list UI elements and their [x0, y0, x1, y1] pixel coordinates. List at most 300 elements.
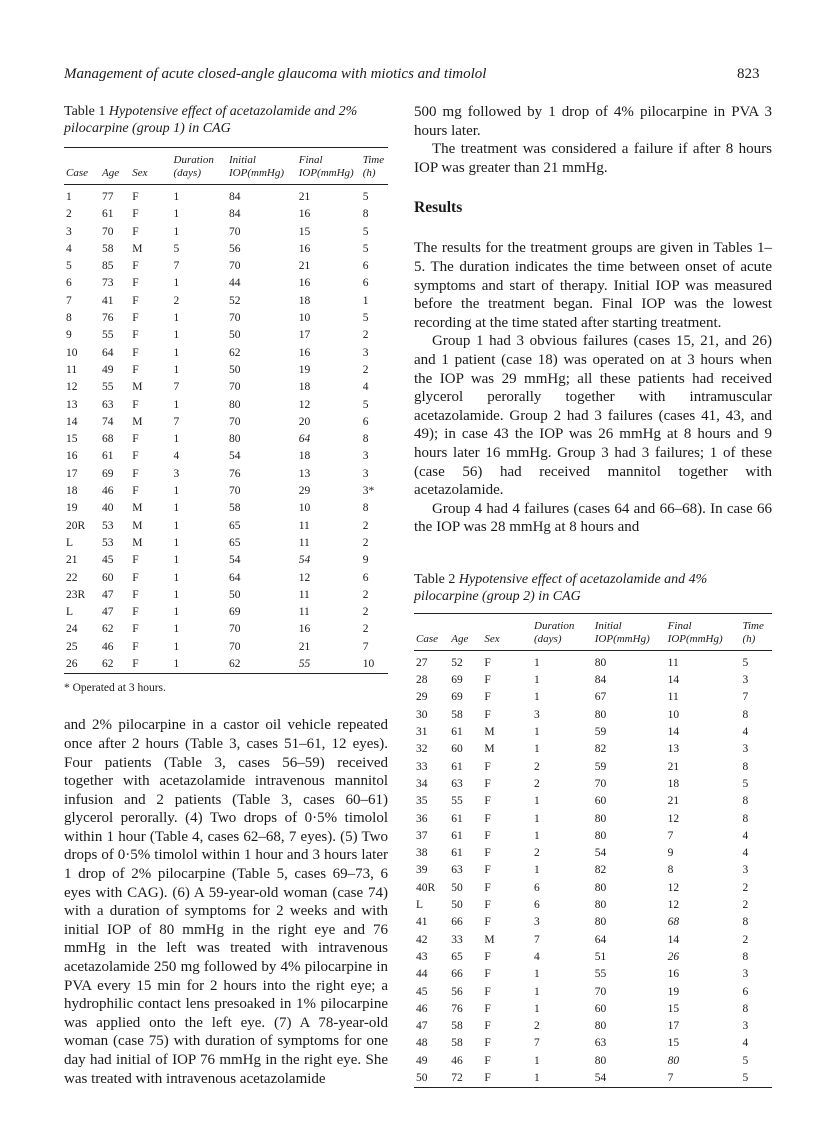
table-cell: 60: [451, 743, 463, 756]
table-cell: 2: [742, 899, 749, 912]
table-cell: 11: [298, 519, 310, 532]
table-cell: 20R: [66, 519, 86, 532]
table-row: [64, 397, 388, 414]
table-cell: 58: [451, 1037, 463, 1050]
table-row: [414, 724, 772, 741]
table-cell: 27: [416, 656, 428, 669]
table-row: [64, 241, 388, 258]
table-cell: 5: [173, 242, 180, 255]
table-cell: 33: [416, 760, 428, 773]
table-row: [414, 932, 772, 949]
right-para-1: 500 mg followed by 1 drop of 4% pilocarpine in PVA 3 hours later.: [414, 104, 772, 139]
table-cell: 76: [229, 467, 241, 480]
table-cell: 24: [66, 623, 78, 636]
table1-col-header: Final IOP(mmHg): [298, 154, 354, 179]
table-row: [414, 759, 772, 776]
table-cell: F: [132, 623, 139, 636]
table-row: [64, 656, 388, 674]
table-cell: 50: [451, 899, 463, 912]
table-cell: 8: [742, 812, 749, 825]
table-row: [414, 1001, 772, 1018]
table1-label: Table 1: [64, 104, 106, 119]
table-cell: 14: [667, 726, 680, 739]
table-cell: 11: [298, 588, 310, 601]
table-cell: 1: [534, 726, 540, 739]
table-cell: 70: [229, 225, 241, 238]
table-cell: 5: [362, 191, 369, 203]
table-row: [414, 811, 772, 828]
table2-col-header: Age: [451, 632, 469, 645]
table-row: [414, 914, 772, 931]
table-cell: 13: [667, 743, 680, 756]
table-cell: 7: [362, 640, 369, 653]
table-cell: 4: [173, 450, 180, 463]
table-cell: 12: [667, 881, 680, 894]
table-cell: F: [484, 1020, 491, 1033]
table-cell: 80: [667, 1054, 680, 1067]
table-cell: 55: [101, 329, 114, 342]
table-cell: 70: [229, 415, 241, 428]
table-row: [64, 206, 388, 223]
table-cell: 10: [298, 502, 311, 515]
table-row: [414, 741, 772, 758]
table-cell: 66: [451, 916, 463, 929]
table-cell: 1: [534, 968, 540, 981]
table-cell: 80: [594, 881, 607, 894]
table-cell: F: [484, 829, 491, 842]
table-cell: 2: [362, 519, 369, 532]
table-cell: 5: [66, 260, 72, 273]
table-cell: 82: [594, 864, 607, 877]
table-cell: 1: [173, 398, 180, 411]
table-cell: 4: [742, 847, 749, 860]
table-cell: 1: [534, 1072, 540, 1084]
table-cell: 5: [742, 1072, 749, 1084]
table-cell: 31: [416, 726, 428, 739]
table-cell: 70: [229, 640, 241, 653]
table-cell: 11: [667, 656, 679, 669]
table-cell: 62: [101, 658, 114, 671]
table-cell: 80: [594, 1054, 607, 1067]
table-cell: 47: [416, 1020, 428, 1033]
table-cell: 4: [742, 726, 749, 739]
table-cell: F: [132, 225, 139, 238]
table-cell: 82: [594, 743, 607, 756]
table-cell: 64: [229, 571, 241, 584]
table-cell: 1: [173, 329, 180, 342]
table-cell: 5: [742, 777, 749, 790]
left-column: [64, 103, 388, 1088]
table-cell: 70: [229, 260, 241, 273]
table-cell: 6: [742, 985, 749, 998]
table-cell: 5: [362, 225, 369, 238]
table-cell: 17: [298, 329, 311, 342]
table-cell: F: [132, 606, 139, 619]
table-cell: 9: [66, 329, 72, 342]
table-cell: 8: [362, 502, 369, 515]
table-cell: 1: [534, 795, 540, 808]
table-cell: 15: [667, 1037, 680, 1050]
table-cell: F: [132, 208, 139, 221]
table-cell: 80: [594, 916, 607, 929]
table-cell: 19: [298, 363, 311, 376]
table1-col-header: Sex: [132, 167, 148, 179]
table-cell: 47: [101, 606, 114, 619]
table-cell: 7: [66, 294, 72, 307]
table-cell: 18: [298, 450, 311, 463]
table-cell: 34: [416, 777, 428, 790]
table-cell: 1: [173, 225, 180, 238]
table-cell: F: [132, 571, 139, 584]
table-cell: 51: [594, 950, 607, 963]
table-cell: F: [132, 363, 139, 376]
table-row: [64, 552, 388, 569]
table-cell: 15: [298, 225, 311, 238]
table-cell: 76: [451, 1002, 463, 1015]
table-cell: 40: [101, 502, 114, 515]
table-cell: 50: [229, 329, 241, 342]
table-cell: 61: [451, 812, 463, 825]
table-row: [414, 828, 772, 845]
table-cell: 46: [451, 1054, 463, 1067]
table-cell: 50: [451, 881, 463, 894]
table-cell: F: [484, 812, 491, 825]
table1: [64, 147, 388, 674]
table-cell: M: [132, 502, 143, 515]
table-cell: M: [132, 536, 143, 549]
table-cell: 7: [742, 691, 749, 704]
table-cell: 65: [451, 950, 463, 963]
table-cell: 21: [298, 260, 311, 273]
table-cell: 12: [298, 571, 311, 584]
table-cell: 5: [362, 398, 369, 411]
right-column: [414, 103, 772, 1088]
page-number: 823: [737, 66, 760, 82]
table-cell: 10: [362, 658, 375, 671]
table-cell: 32: [416, 743, 428, 756]
table-cell: 1: [173, 554, 180, 567]
table-row: [64, 327, 388, 344]
table-cell: 1: [173, 363, 180, 376]
table-cell: 36: [416, 812, 428, 825]
table-cell: 53: [101, 536, 114, 549]
table-cell: 11: [66, 363, 78, 376]
table-cell: 55: [298, 658, 311, 671]
table-row: [64, 500, 388, 517]
table2-col-header: Initial IOP(mmHg): [594, 619, 650, 645]
table-cell: F: [132, 554, 139, 567]
table-cell: 2: [742, 933, 749, 946]
table-cell: M: [484, 726, 495, 739]
table-row: [64, 258, 388, 275]
table-cell: 1: [362, 294, 369, 307]
table-cell: 1: [534, 812, 540, 825]
table1-header-row: [64, 148, 388, 185]
table-cell: 1: [173, 277, 180, 290]
table-cell: 52: [229, 294, 241, 307]
table-cell: 6: [66, 277, 72, 290]
table-row: [64, 518, 388, 535]
table-cell: F: [132, 658, 139, 671]
table-cell: F: [484, 847, 491, 860]
table-cell: F: [484, 950, 491, 963]
table-cell: 50: [416, 1072, 428, 1084]
table-cell: 1: [173, 606, 180, 619]
table-cell: F: [484, 777, 491, 790]
table-cell: F: [484, 708, 491, 721]
table-cell: F: [484, 881, 491, 894]
table-cell: 69: [451, 691, 463, 704]
table-cell: F: [132, 467, 139, 480]
table-cell: 9: [362, 554, 369, 567]
table-cell: 38: [416, 847, 428, 860]
table-cell: 16: [298, 277, 311, 290]
table-cell: 41: [101, 294, 114, 307]
table-cell: 10: [66, 346, 78, 359]
table-cell: 56: [229, 242, 241, 255]
table-cell: F: [484, 656, 491, 669]
table-cell: 2: [534, 760, 540, 773]
table-cell: 44: [416, 968, 428, 981]
table-cell: 33: [451, 933, 463, 946]
table-cell: 21: [298, 191, 311, 203]
table-cell: 4: [742, 1037, 749, 1050]
table-cell: 6: [534, 899, 540, 912]
table-cell: 1: [173, 208, 180, 221]
table-cell: 7: [173, 381, 180, 394]
table-cell: F: [132, 277, 139, 290]
table-cell: 54: [594, 847, 607, 860]
table-cell: 3: [742, 968, 749, 981]
table-cell: F: [484, 1037, 491, 1050]
table-cell: 15: [66, 433, 78, 446]
table-cell: 21: [298, 640, 311, 653]
table-cell: 1: [534, 743, 540, 756]
table-cell: 8: [742, 950, 749, 963]
table-cell: M: [132, 415, 143, 428]
table-row: [64, 379, 388, 396]
table-cell: F: [484, 691, 491, 704]
table-cell: 47: [101, 588, 114, 601]
table1-col-header: Case: [66, 167, 88, 179]
table-cell: 10: [667, 708, 680, 721]
table-cell: 65: [229, 519, 241, 532]
table2-caption: [414, 571, 772, 605]
table-cell: F: [484, 985, 491, 998]
table-cell: 60: [101, 571, 114, 584]
table-cell: 5: [362, 312, 369, 325]
table-cell: 61: [101, 450, 114, 463]
table-cell: 77: [101, 191, 114, 203]
table-cell: 70: [594, 777, 607, 790]
table-row: [414, 1053, 772, 1070]
table-row: [64, 587, 388, 604]
table-cell: F: [484, 1002, 491, 1015]
table-cell: 17: [66, 467, 78, 480]
table-cell: 10: [298, 312, 311, 325]
table-cell: 14: [667, 674, 680, 687]
table-cell: 72: [451, 1072, 463, 1084]
table-cell: 4: [362, 381, 369, 394]
table-cell: 7: [667, 1072, 674, 1084]
table-cell: F: [484, 899, 491, 912]
table-cell: 2: [362, 536, 369, 549]
table-cell: 63: [101, 398, 114, 411]
table-row: [64, 362, 388, 379]
table-cell: F: [484, 916, 491, 929]
table2-title: Hypotensive effect of acetazolamide and 4% pilocarpine (group 2) in CAG: [414, 571, 708, 604]
table-cell: 55: [451, 795, 463, 808]
table-cell: 14: [667, 933, 680, 946]
table2-body: [414, 650, 772, 1087]
table-row: [64, 431, 388, 448]
table-cell: 45: [416, 985, 428, 998]
table-cell: F: [484, 864, 491, 877]
table-cell: 9: [667, 847, 674, 860]
table-cell: 60: [594, 1002, 607, 1015]
table-cell: 61: [451, 847, 463, 860]
table1-col-header: Time (h): [362, 154, 385, 179]
table-cell: 53: [101, 519, 114, 532]
table-cell: L: [66, 606, 74, 619]
table-cell: F: [132, 433, 139, 446]
table-row: [414, 793, 772, 810]
table-cell: 63: [451, 864, 463, 877]
table-row: [64, 483, 388, 500]
table-cell: 40R: [416, 881, 436, 894]
table-cell: 39: [416, 864, 428, 877]
table-cell: 70: [229, 623, 241, 636]
table-cell: 1: [173, 640, 180, 653]
table-cell: 58: [229, 502, 241, 515]
table1-body: [64, 185, 388, 674]
table-cell: 3: [742, 674, 749, 687]
table-cell: 1: [173, 191, 180, 203]
table-cell: 70: [229, 381, 241, 394]
table-cell: 2: [534, 777, 540, 790]
table1-col-header: Age: [101, 167, 120, 179]
table-cell: 17: [667, 1020, 680, 1033]
table-cell: 6: [362, 277, 369, 290]
table-cell: 61: [451, 760, 463, 773]
table-cell: 84: [229, 191, 241, 203]
table-cell: 16: [667, 968, 680, 981]
table1-col-header: Initial IOP(mmHg): [229, 154, 284, 179]
table-cell: 62: [229, 346, 241, 359]
table-row: [64, 570, 388, 587]
table-row: [64, 621, 388, 638]
table-cell: 46: [101, 640, 114, 653]
table-cell: 68: [101, 433, 114, 446]
table-cell: 6: [362, 571, 369, 584]
table-cell: 4: [534, 950, 540, 963]
table-cell: L: [416, 899, 424, 912]
table-cell: 1: [173, 519, 180, 532]
table-cell: 18: [667, 777, 680, 790]
table-cell: 84: [594, 674, 607, 687]
table-cell: 2: [66, 208, 72, 221]
table-cell: 8: [742, 916, 749, 929]
table-cell: 76: [101, 312, 114, 325]
table-cell: 8: [362, 208, 369, 221]
table-row: [414, 949, 772, 966]
table-cell: 16: [66, 450, 78, 463]
table-cell: 70: [101, 225, 114, 238]
table-row: [414, 1018, 772, 1035]
table-cell: 25: [66, 640, 78, 653]
table-row: [64, 466, 388, 483]
table-cell: 74: [101, 415, 114, 428]
table-row: [414, 672, 772, 689]
table-cell: M: [132, 519, 143, 532]
table-row: [64, 448, 388, 465]
table-row: [414, 966, 772, 983]
table-cell: 73: [101, 277, 114, 290]
table-cell: 12: [66, 381, 78, 394]
table-cell: M: [484, 743, 495, 756]
table-cell: F: [132, 329, 139, 342]
table-cell: 80: [229, 433, 241, 446]
table-cell: 8: [742, 760, 749, 773]
table-cell: 3: [742, 864, 749, 877]
table-cell: 7: [173, 260, 180, 273]
table-cell: 6: [362, 415, 369, 428]
table-cell: 41: [416, 916, 428, 929]
table-cell: 68: [667, 916, 680, 929]
table-cell: 61: [451, 829, 463, 842]
table-cell: 1: [173, 571, 180, 584]
table-cell: 2: [362, 329, 369, 342]
table1-caption: [64, 103, 388, 137]
table-cell: 5: [742, 1054, 749, 1067]
table-cell: 18: [298, 381, 311, 394]
table-cell: M: [132, 381, 143, 394]
table-cell: 43: [416, 950, 428, 963]
table-cell: 50: [229, 363, 241, 376]
table-cell: F: [132, 294, 139, 307]
table-row: [414, 862, 772, 879]
table-cell: 19: [66, 502, 78, 515]
table-cell: 2: [362, 363, 369, 376]
table-row: [64, 185, 388, 207]
table-cell: 30: [416, 708, 428, 721]
table-cell: 3: [742, 1020, 749, 1033]
table-row: [64, 535, 388, 552]
table-cell: 54: [229, 554, 241, 567]
table-cell: 46: [416, 1002, 428, 1015]
table-row: [64, 275, 388, 292]
table-row: [64, 414, 388, 431]
table-cell: 8: [667, 864, 674, 877]
table-cell: 8: [742, 795, 749, 808]
table-cell: 37: [416, 829, 428, 842]
table-cell: 58: [101, 242, 114, 255]
table2-col-header: Final IOP(mmHg): [667, 619, 723, 645]
table-cell: 8: [742, 1002, 749, 1015]
table-cell: 1: [173, 346, 180, 359]
table-cell: 58: [451, 1020, 463, 1033]
table-cell: 20: [298, 415, 311, 428]
table2-label: Table 2: [414, 571, 456, 587]
table-cell: 66: [451, 968, 463, 981]
table2-col-header: Time (h): [742, 619, 764, 645]
table1-title: Hypotensive effect of acetazolamide and 2% pilocarpine (group 1) in CAG: [64, 104, 358, 136]
table-cell: 80: [594, 1020, 607, 1033]
table-cell: F: [132, 398, 139, 411]
table-cell: 28: [416, 674, 428, 687]
table-cell: 56: [451, 985, 463, 998]
table2: [414, 613, 772, 1088]
